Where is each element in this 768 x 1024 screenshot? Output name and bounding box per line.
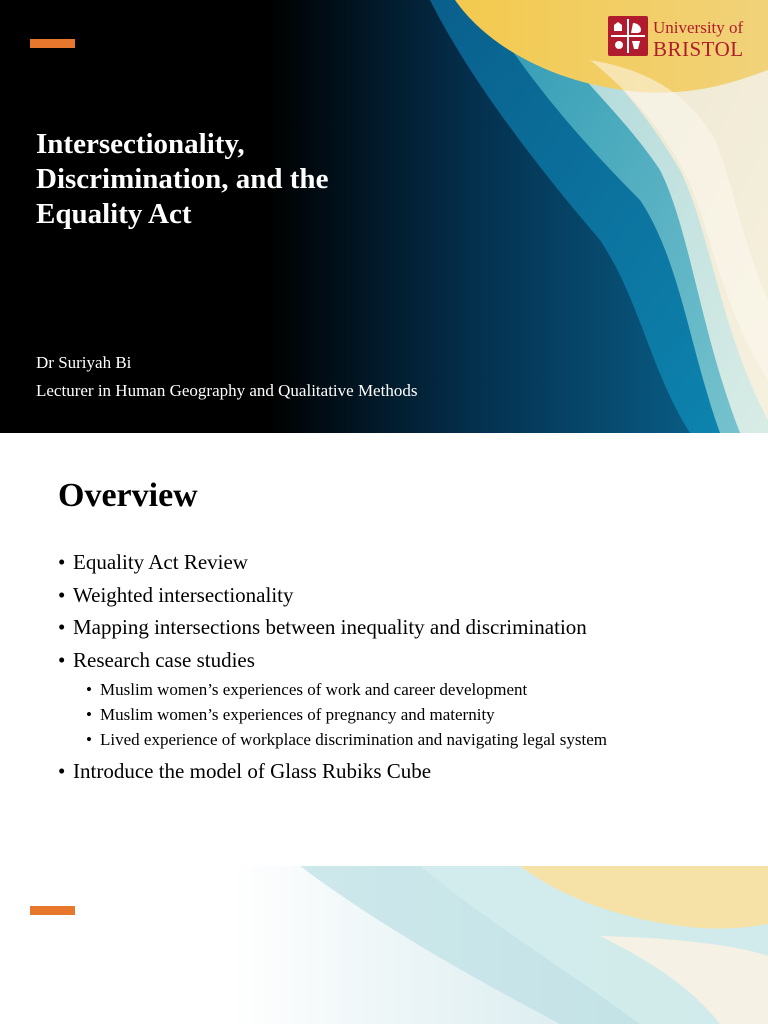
bullet-item: • Weighted intersectionality <box>58 579 607 612</box>
overview-slide <box>0 433 768 866</box>
university-shield-icon <box>608 16 648 56</box>
logo-university-text: University of <box>653 18 744 37</box>
sub-bullet-list <box>86 677 607 752</box>
bullet-item: • Introduce the model of Glass Rubiks Cube <box>58 755 607 788</box>
bullet-item: • Mapping intersections between inequality and discrimination <box>58 611 607 644</box>
sub-bullet-item: • Lived experience of workplace discrimination and navigating legal system <box>86 727 607 752</box>
sub-bullet-item: • Muslim women’s experiences of work and career development <box>86 677 607 702</box>
logo-bristol-text: BRISTOL <box>653 37 744 61</box>
bullet-item: • Equality Act Review <box>58 546 607 579</box>
decorative-wave-background <box>0 866 768 1024</box>
accent-bar <box>30 906 75 915</box>
presenter-name: Dr Suriyah Bi <box>36 353 132 372</box>
next-slide-partial <box>0 866 768 1024</box>
title-slide <box>0 0 768 433</box>
presenter-role: Lecturer in Human Geography and Qualitative Methods <box>36 381 418 400</box>
slide-title: Intersectionality, Discrimination, and the Equality Act <box>36 128 329 230</box>
overview-bullet-list <box>58 546 607 788</box>
accent-bar <box>30 39 75 48</box>
bullet-item: • Research case studies <box>58 644 607 677</box>
overview-heading: Overview <box>58 477 198 514</box>
university-logo <box>608 14 758 62</box>
sub-bullet-group <box>58 677 607 752</box>
sub-bullet-item: • Muslim women’s experiences of pregnancy and maternity <box>86 702 607 727</box>
